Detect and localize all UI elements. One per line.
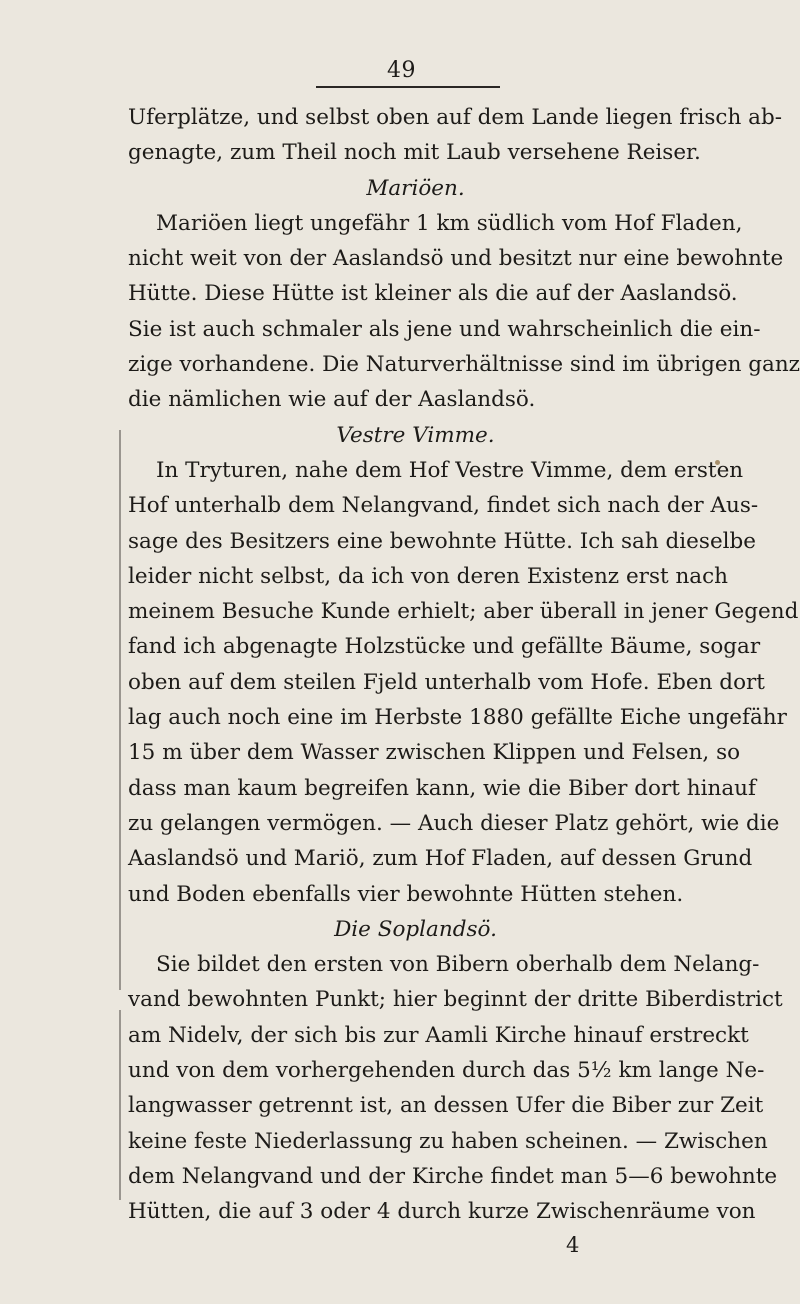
margin-shadow (119, 430, 121, 990)
text-line: langwasser getrennt ist, an dessen Ufer die Biber zur Zeit (128, 1093, 764, 1119)
text-line: 15 m über dem Wasser zwischen Klippen und Felsen, so (128, 740, 741, 766)
text-line: Hütten, die auf 3 oder 4 durch kurze Zwischenräume von (128, 1199, 756, 1225)
text-line: genagte, zum Theil noch mit Laub versehene Reiser. (128, 140, 701, 166)
text-line: Hof unterhalb dem Nelangvand, findet sich nach der Aus- (128, 493, 759, 519)
text-line: zu gelangen vermögen. — Auch dieser Platz gehört, wie die (128, 810, 780, 836)
text-line: vand bewohnten Punkt; hier beginnt der dritte Biberdistrict (128, 987, 783, 1013)
text-line: Hütte. Diese Hütte ist kleiner als die auf der Aaslandsö. (128, 281, 738, 307)
text-line: lag auch noch eine im Herbste 1880 gefällte Eiche ungefähr (128, 705, 787, 731)
text-line: fand ich abgenagte Holzstücke und gefällte Bäume, sogar (128, 634, 761, 660)
text-line: und Boden ebenfalls vier bewohnte Hütten stehen. (128, 881, 684, 907)
text-line: die nämlichen wie auf der Aaslandsö. (128, 387, 536, 413)
text-line: nicht weit von der Aaslandsö und besitzt nur eine bewohnte (128, 246, 784, 272)
text-line: leider nicht selbst, da ich von deren Existenz erst nach (128, 563, 729, 589)
section-heading: Vestre Vimme. (336, 422, 495, 448)
text-line: Aaslandsö und Mariö, zum Hof Fladen, auf dessen Grund (128, 846, 753, 872)
text-line: meinem Besuche Kunde erhielt; aber überall in jener Gegend (128, 599, 799, 625)
text-line: Uferplätze, und selbst oben auf dem Lande liegen frisch ab- (128, 105, 782, 130)
text-line: In Tryturen, nahe dem Hof Vestre Vimme, dem ersten (156, 457, 744, 483)
text-line: am Nidelv, der sich bis zur Aamli Kirche hinauf erstreckt (128, 1022, 749, 1048)
signature-mark: 4 (566, 1233, 580, 1257)
text-line: sage des Besitzers eine bewohnte Hütte. Ich sah dieselbe (128, 528, 757, 554)
body-text (128, 100, 800, 1230)
text-line: oben auf dem steilen Fjeld unterhalb vom Hofe. Eben dort (128, 669, 765, 695)
margin-shadow (119, 1010, 121, 1200)
text-line: und von dem vorhergehenden durch das 5½ km lange Ne- (128, 1058, 765, 1084)
header-rule (316, 86, 500, 88)
section-heading: Die Soplandsö. (334, 916, 497, 942)
text-line: Sie bildet den ersten von Bibern oberhalb dem Nelang- (156, 952, 760, 978)
text-line: Mariöen liegt ungefähr 1 km südlich vom Hof Fladen, (156, 210, 743, 236)
page-number: 49 (387, 58, 416, 83)
text-line: zige vorhandene. Die Naturverhältnisse sind im übrigen ganz (128, 352, 800, 378)
section-heading: Mariöen. (366, 175, 465, 201)
text-line: dem Nelangvand und der Kirche findet man 5—6 bewohnte (128, 1163, 778, 1189)
text-line: dass man kaum begreifen kann, wie die Biber dort hinauf (128, 775, 756, 801)
text-line: keine feste Niederlassung zu haben scheinen. — Zwischen (128, 1128, 768, 1154)
text-line: Sie ist auch schmaler als jene und wahrscheinlich die ein- (128, 316, 761, 342)
